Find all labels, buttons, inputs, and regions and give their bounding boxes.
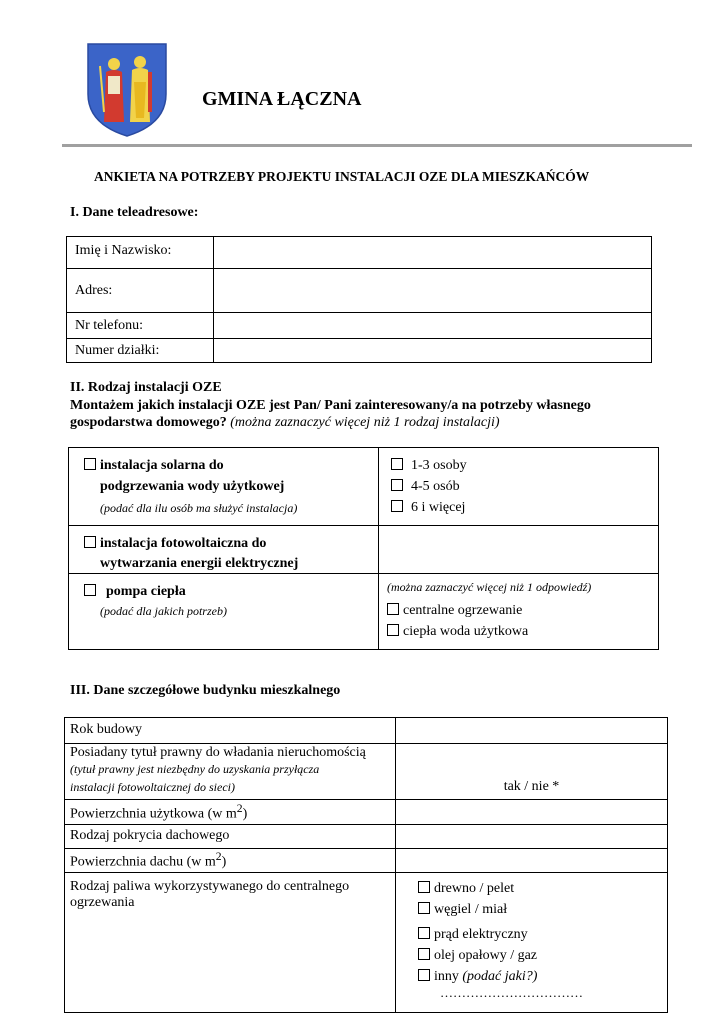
pv-label: instalacja fotowoltaiczna do bbox=[100, 536, 267, 551]
fuel-oil-gas-checkbox[interactable] bbox=[418, 948, 430, 960]
contact-table bbox=[66, 236, 652, 363]
central-heating-label: centralne ogrzewanie bbox=[403, 603, 523, 618]
roof-area-text: Powierzchnia dachu (w m bbox=[70, 854, 216, 870]
legal-title-note2: instalacji fotowoltaicznej do sieci) bbox=[70, 780, 235, 794]
heat-pump-note: (podać dla jakich potrzeb) bbox=[100, 604, 227, 618]
persons-4-5-checkbox[interactable] bbox=[391, 479, 403, 491]
persons-1-3-label: 1-3 osoby bbox=[411, 458, 467, 473]
section2-question-text: gospodarstwa domowego? bbox=[70, 415, 227, 430]
solar-label-line2: podgrzewania wody użytkowej bbox=[100, 479, 285, 494]
solar-label: instalacja solarna do bbox=[100, 458, 224, 473]
pv-checkbox[interactable] bbox=[84, 536, 96, 548]
hot-water-checkbox[interactable] bbox=[387, 624, 399, 636]
section2-heading: II. Rodzaj instalacji OZE bbox=[70, 380, 222, 395]
heat-pump-use-cell bbox=[379, 574, 659, 650]
label-address: Adres: bbox=[67, 269, 214, 313]
pv-label-line2: wytwarzania energii elektrycznej bbox=[100, 556, 299, 571]
label-name: Imię i Nazwisko: bbox=[67, 237, 214, 269]
pv-option[interactable] bbox=[84, 536, 378, 552]
fuel-other-note: (podać jaki?) bbox=[462, 969, 538, 984]
persons-4-5-label: 4-5 osób bbox=[411, 479, 460, 494]
fuel-other-checkbox[interactable] bbox=[418, 969, 430, 981]
hot-water-label: ciepła woda użytkowa bbox=[403, 624, 529, 639]
fuel-wood[interactable] bbox=[418, 881, 667, 897]
fuel-label-line2: ogrzewania bbox=[70, 895, 135, 910]
usable-area-sup: 2 bbox=[236, 802, 243, 815]
persons-1-3[interactable] bbox=[391, 458, 658, 474]
section3-heading: III. Dane szczegółowe budynku mieszkalnego bbox=[70, 683, 341, 698]
section1-heading: I. Dane teleadresowe: bbox=[70, 205, 199, 220]
persons-1-3-checkbox[interactable] bbox=[391, 458, 403, 470]
legal-title-note1: (tytuł prawny jest niezbędny do uzyskania przyłącza bbox=[70, 762, 320, 776]
usable-area-paren: ) bbox=[242, 806, 248, 822]
fuel-options-cell bbox=[396, 873, 668, 1013]
roof-area-paren: ) bbox=[221, 854, 227, 870]
solar-cell bbox=[69, 448, 379, 526]
label-build-year: Rok budowy bbox=[65, 718, 396, 744]
fuel-electric-label: prąd elektryczny bbox=[434, 927, 528, 942]
label-roof-area bbox=[65, 849, 396, 873]
field-build-year[interactable] bbox=[396, 718, 668, 744]
field-phone[interactable] bbox=[214, 313, 652, 339]
roof-area-sup: 2 bbox=[215, 850, 222, 863]
fuel-electric-checkbox[interactable] bbox=[418, 927, 430, 939]
field-name[interactable] bbox=[214, 237, 652, 269]
survey-title: ANKIETA NA POTRZEBY PROJEKTU INSTALACJI OZE DLA MIESZKAŃCÓW bbox=[94, 169, 590, 184]
fuel-label-cell bbox=[65, 873, 396, 1013]
section2-question: Montażem jakich instalacji OZE jest Pan/ Pani zainteresowany/a na potrzeby własnego bbox=[70, 398, 591, 413]
legal-title-cell bbox=[65, 744, 396, 800]
fuel-other[interactable] bbox=[418, 969, 667, 985]
field-roof-type[interactable] bbox=[396, 825, 668, 849]
pv-empty-cell bbox=[379, 526, 659, 574]
fuel-oil-gas[interactable] bbox=[418, 948, 667, 964]
usable-area-text: Powierzchnia użytkowa (w m bbox=[70, 806, 237, 822]
label-phone: Nr telefonu: bbox=[67, 313, 214, 339]
field-address[interactable] bbox=[214, 269, 652, 313]
fuel-wood-checkbox[interactable] bbox=[418, 881, 430, 893]
label-roof-type: Rodzaj pokrycia dachowego bbox=[65, 825, 396, 849]
fuel-label: Rodzaj paliwa wykorzystywanego do centralnego bbox=[70, 879, 350, 894]
building-table bbox=[64, 717, 668, 1013]
fuel-coal-checkbox[interactable] bbox=[418, 902, 430, 914]
label-plot: Numer działki: bbox=[67, 339, 214, 363]
legal-title-answer: tak / nie * bbox=[503, 779, 560, 794]
coat-of-arms-logo bbox=[86, 42, 168, 138]
fuel-wood-label: drewno / pelet bbox=[434, 881, 515, 896]
persons-6-plus-label: 6 i więcej bbox=[411, 500, 466, 515]
field-roof-area[interactable] bbox=[396, 849, 668, 873]
use-central-heating[interactable] bbox=[387, 603, 658, 619]
header-rule bbox=[62, 144, 692, 147]
section2-question-note: (można zaznaczyć więcej niż 1 rodzaj instalacji) bbox=[230, 415, 500, 430]
central-heating-checkbox[interactable] bbox=[387, 603, 399, 615]
fuel-other-label: inny bbox=[434, 969, 459, 984]
pv-cell bbox=[69, 526, 379, 574]
heat-pump-label: pompa ciepła bbox=[106, 584, 186, 599]
section2-question-line2 bbox=[70, 415, 500, 431]
solar-note: (podać dla ilu osób ma służyć instalacja) bbox=[100, 501, 298, 515]
fuel-coal-label: węgiel / miał bbox=[434, 902, 508, 917]
solar-option[interactable] bbox=[84, 458, 378, 474]
field-plot[interactable] bbox=[214, 339, 652, 363]
page-title: GMINA ŁĄCZNA bbox=[202, 88, 362, 110]
use-hot-water[interactable] bbox=[387, 624, 658, 640]
heat-pump-option[interactable] bbox=[84, 584, 378, 600]
fuel-electric[interactable] bbox=[418, 927, 667, 943]
heat-pump-cell bbox=[69, 574, 379, 650]
fuel-other-dots[interactable]: …………………………… bbox=[440, 985, 583, 1000]
fuel-coal[interactable] bbox=[418, 902, 667, 918]
persons-6-plus[interactable] bbox=[391, 500, 658, 516]
persons-6-plus-checkbox[interactable] bbox=[391, 500, 403, 512]
legal-title-label: Posiadany tytuł prawny do władania nieruchomością bbox=[70, 745, 366, 760]
heat-pump-options-note: (można zaznaczyć więcej niż 1 odpowiedź) bbox=[387, 580, 592, 594]
fuel-oil-gas-label: olej opałowy / gaz bbox=[434, 948, 538, 963]
solar-persons-cell bbox=[379, 448, 659, 526]
solar-checkbox[interactable] bbox=[84, 458, 96, 470]
label-usable-area bbox=[65, 800, 396, 825]
installation-table bbox=[68, 447, 659, 650]
field-legal-title[interactable] bbox=[396, 744, 668, 800]
persons-4-5[interactable] bbox=[391, 479, 658, 495]
field-usable-area[interactable] bbox=[396, 800, 668, 825]
heat-pump-checkbox[interactable] bbox=[84, 584, 96, 596]
